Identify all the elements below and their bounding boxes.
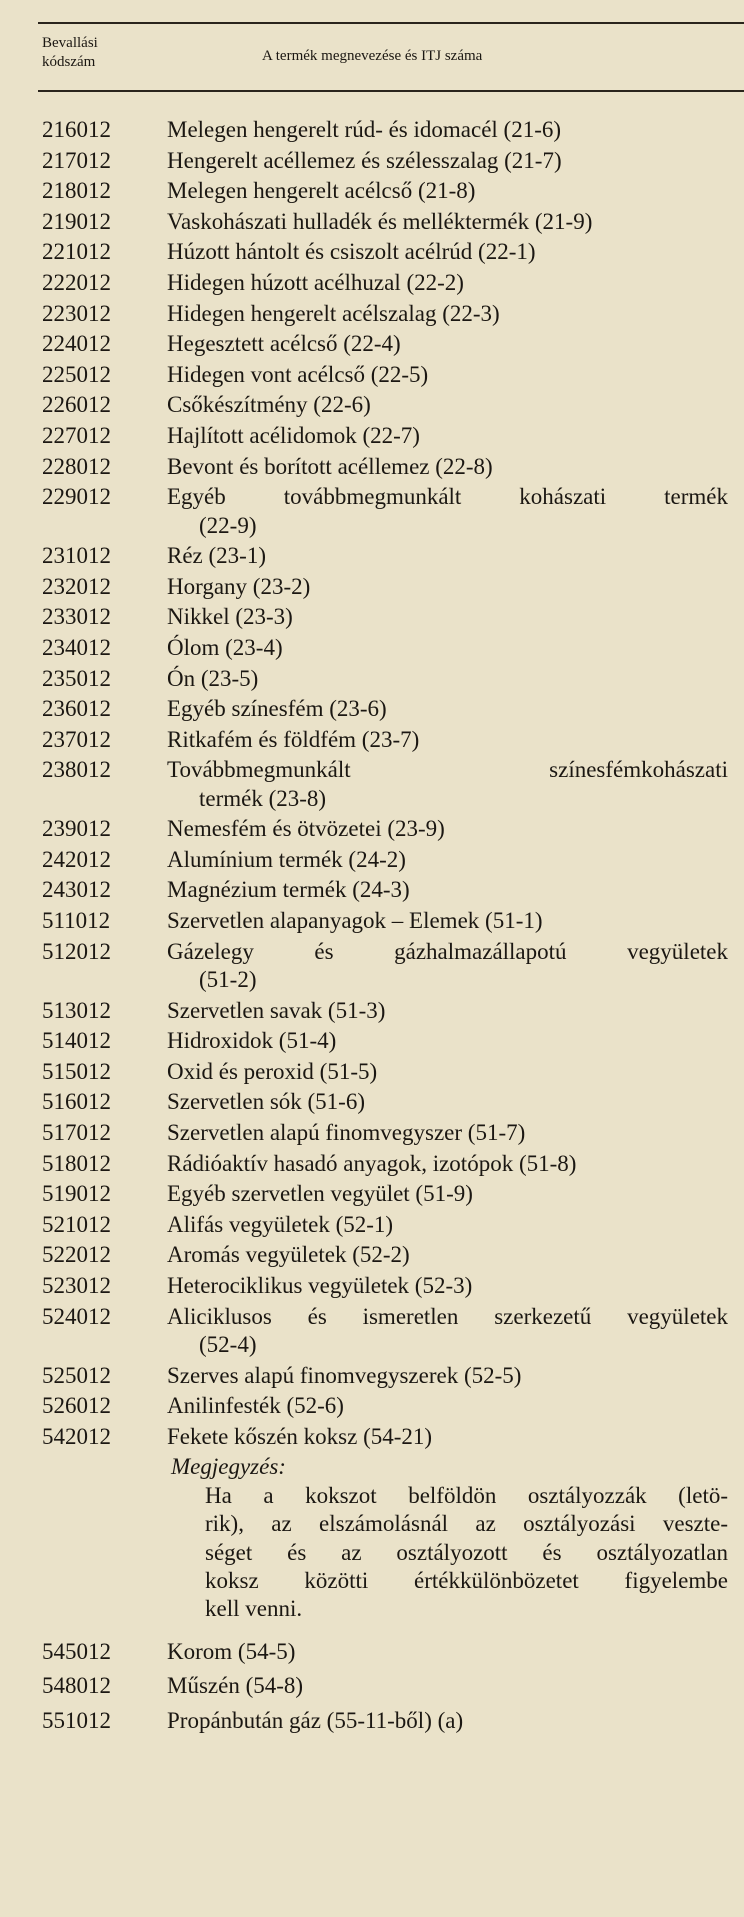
product-name-line: Ón (23-5) — [167, 665, 259, 691]
product-name-line: Hidroxidok (51-4) — [167, 1028, 337, 1054]
product-name-line: Hengerelt acéllemez és szélesszalag (21-7) — [167, 147, 562, 173]
product-name-line: Magnézium termék (24-3) — [167, 877, 410, 903]
product-code: 518012 — [42, 1150, 111, 1176]
product-code: 217012 — [42, 147, 111, 173]
product-code: 513012 — [42, 997, 111, 1023]
product-name — [167, 1303, 728, 1360]
product-name — [167, 1027, 728, 1055]
product-name — [167, 1150, 728, 1178]
table-row — [0, 603, 744, 631]
product-name — [167, 1272, 728, 1300]
product-name-line: Műszén (54-8) — [167, 1673, 304, 1699]
code-column-header — [42, 34, 142, 72]
product-code: 233012 — [42, 604, 111, 630]
product-name-line: Hidegen húzott acélhuzal (22-2) — [167, 269, 464, 295]
table-row — [0, 1058, 744, 1086]
product-name — [167, 422, 728, 450]
product-code: 526012 — [42, 1393, 111, 1419]
table-row — [0, 1303, 744, 1360]
product-name-line: Szerves alapú finomvegyszerek (52-5) — [167, 1362, 522, 1388]
product-name — [167, 542, 728, 570]
product-code: 226012 — [42, 392, 111, 418]
product-name-line: Aromás vegyületek (52-2) — [167, 1242, 410, 1268]
product-name — [167, 300, 728, 328]
product-name — [167, 1707, 728, 1735]
product-code: 221012 — [42, 239, 111, 265]
product-name — [167, 907, 728, 935]
product-name — [167, 1392, 728, 1420]
product-name — [167, 876, 728, 904]
product-name-line: Aliciklusos és ismeretlen szerkezetű vegyületek — [167, 1303, 728, 1329]
product-code: 222012 — [42, 269, 111, 295]
table-row — [0, 361, 744, 389]
table-row — [0, 876, 744, 904]
note-label: Megjegyzés: — [171, 1454, 286, 1480]
product-name — [167, 1423, 728, 1451]
table-row — [0, 542, 744, 570]
product-name — [167, 1211, 728, 1239]
table-row — [0, 147, 744, 175]
product-code: 235012 — [42, 665, 111, 691]
table-row — [0, 330, 744, 358]
table-row — [0, 1150, 744, 1178]
product-name-line: Oxid és peroxid (51-5) — [167, 1058, 378, 1084]
product-name-line: Bevont és borított acéllemez (22-8) — [167, 453, 493, 479]
product-name-line: Rádióaktív hasadó anyagok, izotópok (51-8) — [167, 1150, 577, 1176]
table-row — [0, 1423, 744, 1451]
name-column-header: A termék megnevezése és ITJ száma — [262, 48, 483, 64]
product-name — [167, 361, 728, 389]
product-code: 231012 — [42, 543, 111, 569]
row-spacer — [0, 1738, 744, 1742]
product-code: 239012 — [42, 816, 111, 842]
table-row — [0, 177, 744, 205]
table-row — [0, 907, 744, 935]
product-name-line: Melegen hengerelt acélcső (21-8) — [167, 178, 476, 204]
code-header-line2: kódszám — [42, 54, 96, 70]
note-line: rik), az elszámolásnál az osztályozási veszte- — [205, 1511, 728, 1537]
product-name — [167, 177, 728, 205]
product-name-line: Hidegen vont acélcső (22-5) — [167, 361, 429, 387]
product-name — [167, 238, 728, 266]
table-row — [0, 208, 744, 236]
product-name — [167, 1180, 728, 1208]
product-name-line: Ólom (23-4) — [167, 634, 283, 660]
product-table — [0, 116, 744, 1742]
product-name-line: Alifás vegyületek (52-1) — [167, 1211, 394, 1237]
table-row — [0, 1241, 744, 1269]
table-row — [0, 1180, 744, 1208]
product-name-line: termék (23-8) — [199, 785, 327, 811]
product-code: 243012 — [42, 877, 111, 903]
product-name — [167, 1088, 728, 1116]
product-code: 232012 — [42, 573, 111, 599]
product-name — [167, 756, 728, 813]
product-name — [167, 695, 728, 723]
product-name-line: (51-2) — [199, 967, 257, 993]
table-row — [0, 815, 744, 843]
product-code: 524012 — [42, 1303, 111, 1329]
table-row — [0, 726, 744, 754]
product-code: 517012 — [42, 1120, 111, 1146]
product-code: 234012 — [42, 634, 111, 660]
product-name — [167, 938, 728, 995]
product-name-line: Szervetlen alapú finomvegyszer (51-7) — [167, 1120, 526, 1146]
product-name — [167, 573, 728, 601]
table-row — [0, 1119, 744, 1147]
table-row — [0, 453, 744, 481]
table-row — [0, 483, 744, 540]
table-row — [0, 1672, 744, 1700]
product-name — [167, 330, 728, 358]
table-row — [0, 238, 744, 266]
product-code: 519012 — [42, 1181, 111, 1207]
product-name — [167, 208, 728, 236]
note-line: Ha a kokszot belföldön osztályozzák (letö- — [205, 1482, 728, 1508]
product-name — [167, 1362, 728, 1390]
product-code: 516012 — [42, 1089, 111, 1115]
product-name-line: Nemesfém és ötvözetei (23-9) — [167, 816, 445, 842]
product-name-line: Ritkafém és földfém (23-7) — [167, 726, 420, 752]
product-name — [167, 815, 728, 843]
table-row — [0, 1638, 744, 1666]
product-name-line: Propánbután gáz (55-11-ből) (a) — [167, 1708, 464, 1733]
product-name-line: Egyéb színesfém (23-6) — [167, 696, 387, 722]
table-row — [0, 938, 744, 995]
product-code: 228012 — [42, 453, 111, 479]
product-code: 521012 — [42, 1211, 111, 1237]
product-code: 229012 — [42, 484, 111, 510]
product-code: 512012 — [42, 938, 111, 964]
note-spacer — [0, 1624, 744, 1638]
product-name-line: Gázelegy és gázhalmazállapotú vegyületek — [167, 938, 728, 964]
product-name-line: Csőkészítmény (22-6) — [167, 392, 371, 418]
product-code: 224012 — [42, 331, 111, 357]
product-code: 551012 — [42, 1708, 111, 1733]
product-name — [167, 1638, 728, 1666]
product-code: 525012 — [42, 1362, 111, 1388]
product-code: 523012 — [42, 1273, 111, 1298]
product-code: 219012 — [42, 208, 111, 234]
note-line: koksz közötti értékkülönbözetet figyelembe — [205, 1568, 728, 1593]
product-code: 223012 — [42, 300, 111, 326]
product-name-line: Alumínium termék (24-2) — [167, 846, 406, 872]
product-name — [167, 726, 728, 754]
table-row — [0, 1211, 744, 1239]
table-row — [0, 1027, 744, 1055]
product-name-line: Húzott hántolt és csiszolt acélrúd (22-1) — [167, 239, 536, 265]
product-name — [167, 453, 728, 481]
product-name — [167, 483, 728, 540]
product-name — [167, 1119, 728, 1147]
product-name — [167, 116, 728, 144]
product-name-line: Vaskohászati hulladék és melléktermék (21-9) — [167, 208, 593, 234]
product-name-line: Hajlított acélidomok (22-7) — [167, 422, 420, 448]
table-row — [0, 269, 744, 297]
table-row — [0, 1362, 744, 1390]
table-row — [0, 1272, 744, 1300]
header-rule — [38, 90, 744, 92]
product-name — [167, 603, 728, 631]
product-code: 225012 — [42, 361, 111, 387]
table-row — [0, 300, 744, 328]
top-rule — [38, 22, 744, 24]
product-name-line: Horgany (23-2) — [167, 573, 311, 599]
product-name-line: Szervetlen savak (51-3) — [167, 997, 386, 1023]
product-name-line: Szervetlen alapanyagok – Elemek (51-1) — [167, 908, 543, 934]
table-row — [0, 756, 744, 813]
product-name — [167, 846, 728, 874]
product-code: 216012 — [42, 117, 111, 142]
product-name — [167, 1672, 728, 1700]
product-name — [167, 665, 728, 693]
product-name — [167, 634, 728, 662]
table-row — [0, 846, 744, 874]
product-name-line: Melegen hengerelt rúd- és idomacél (21-6) — [167, 117, 562, 142]
product-code: 238012 — [42, 757, 111, 783]
product-name — [167, 391, 728, 419]
table-row — [0, 997, 744, 1025]
product-name-line: Anilinfesték (52-6) — [167, 1393, 344, 1419]
product-code: 515012 — [42, 1058, 111, 1084]
product-name — [167, 1241, 728, 1269]
code-header-line1: Bevallási — [42, 35, 98, 51]
product-name-line: (22-9) — [199, 512, 257, 538]
product-name — [167, 1058, 728, 1086]
product-code: 545012 — [42, 1638, 111, 1664]
product-name-line: Nikkel (23-3) — [167, 604, 293, 630]
product-name-line: Egyéb továbbmegmunkált kohászati termék — [167, 484, 728, 510]
product-code: 236012 — [42, 696, 111, 722]
note-line: kell venni. — [205, 1596, 303, 1622]
product-name-line: Egyéb szervetlen vegyület (51-9) — [167, 1181, 473, 1207]
table-row — [0, 695, 744, 723]
product-code: 542012 — [42, 1423, 111, 1449]
table-row — [0, 1088, 744, 1116]
product-name-line: Hidegen hengerelt acélszalag (22-3) — [167, 300, 500, 326]
table-row — [0, 1707, 744, 1735]
product-name-line: Réz (23-1) — [167, 543, 266, 569]
table-row — [0, 665, 744, 693]
table-row — [0, 422, 744, 450]
product-name-line: (52-4) — [199, 1332, 257, 1357]
product-code: 242012 — [42, 846, 111, 872]
product-name-line: Továbbmegmunkált színesfémkohászati — [167, 757, 728, 783]
product-name — [167, 997, 728, 1025]
product-code: 522012 — [42, 1242, 111, 1268]
product-code: 218012 — [42, 178, 111, 204]
table-row — [0, 634, 744, 662]
product-name-line: Korom (54-5) — [167, 1638, 296, 1664]
product-name — [167, 147, 728, 175]
product-code: 237012 — [42, 726, 111, 752]
product-name — [167, 269, 728, 297]
product-code: 514012 — [42, 1028, 111, 1054]
table-row — [0, 1392, 744, 1420]
table-row — [0, 573, 744, 601]
product-code: 511012 — [42, 908, 111, 934]
note-line: séget és az osztályozott és osztályozatlan — [205, 1539, 728, 1565]
product-name-line: Fekete kőszén koksz (54-21) — [167, 1423, 433, 1449]
product-code: 227012 — [42, 422, 111, 448]
table-row — [0, 116, 744, 144]
table-row — [0, 391, 744, 419]
product-name-line: Hegesztett acélcső (22-4) — [167, 331, 401, 357]
product-name-line: Heterociklikus vegyületek (52-3) — [167, 1273, 473, 1298]
product-name-line: Szervetlen sók (51-6) — [167, 1089, 365, 1115]
note-block — [167, 1453, 728, 1623]
product-code: 548012 — [42, 1673, 111, 1699]
